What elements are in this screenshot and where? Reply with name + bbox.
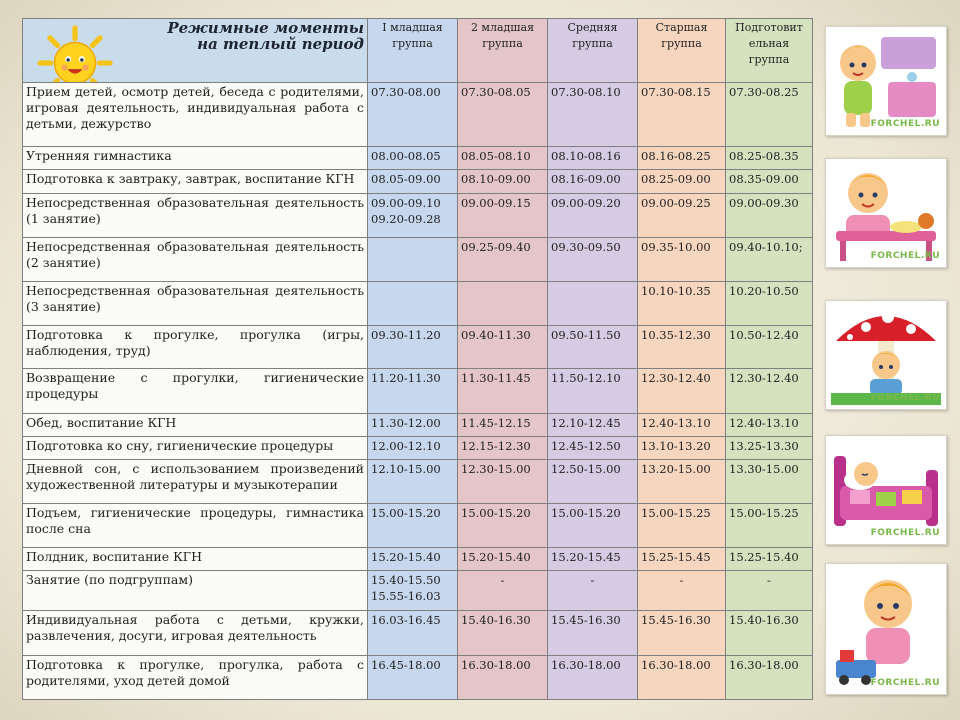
time-cell: 09.35-10.00 xyxy=(638,237,726,281)
time-cell: 09.40-10.10; xyxy=(726,237,813,281)
title-line-2: на теплый период xyxy=(197,35,364,53)
table-row xyxy=(23,170,813,193)
time-cell: 16.30-18.00 xyxy=(548,655,638,699)
time-cell: 15.40-16.30 xyxy=(458,611,548,655)
time-cell: 15.20-15.40 xyxy=(368,548,458,571)
time-cell: 09.00-09.30 xyxy=(726,193,813,237)
time-cell: - xyxy=(548,571,638,611)
activity-cell: Индивидуальная работа с детьми, кружки, развлечения, досуги, игровая деятельность xyxy=(23,611,368,655)
time-cell: 08.05-08.10 xyxy=(458,147,548,170)
table-row xyxy=(23,237,813,281)
activity-cell: Непосредственная образовательная деятельность (1 занятие) xyxy=(23,193,368,237)
schedule-body xyxy=(23,83,813,700)
time-cell: 07.30-08.25 xyxy=(726,83,813,147)
time-cell: 15.25-15.40 xyxy=(726,548,813,571)
time-cell: 12.30-12.40 xyxy=(726,369,813,413)
time-cell: 09.00-09.20 xyxy=(548,193,638,237)
group-header-5: Подготовит ельная группа xyxy=(726,19,813,83)
time-cell: 09.40-11.30 xyxy=(458,326,548,369)
time-cell: 15.40-16.30 xyxy=(726,611,813,655)
time-cell: 16.30-18.00 xyxy=(458,655,548,699)
time-cell: 07.30-08.05 xyxy=(458,83,548,147)
time-cell: 16.03-16.45 xyxy=(368,611,458,655)
time-cell: 15.25-15.45 xyxy=(638,548,726,571)
group-header-3: Средняя группа xyxy=(548,19,638,83)
table-row xyxy=(23,281,813,325)
activity-cell: Непосредственная образовательная деятельность (3 занятие) xyxy=(23,281,368,325)
illustration-mushroom xyxy=(825,300,947,410)
table-row xyxy=(23,326,813,369)
time-cell xyxy=(368,237,458,281)
time-cell: 12.45-12.50 xyxy=(548,436,638,459)
watermark-2: FORCHEL.RU xyxy=(870,251,940,261)
time-cell: 13.30-15.00 xyxy=(726,459,813,503)
time-cell: 08.25-09.00 xyxy=(638,170,726,193)
time-cell: 09.30-09.50 xyxy=(548,237,638,281)
time-cell: 13.10-13.20 xyxy=(638,436,726,459)
table-row xyxy=(23,436,813,459)
time-cell: 15.45-16.30 xyxy=(548,611,638,655)
time-cell: 07.30-08.00 xyxy=(368,83,458,147)
time-cell: 13.20-15.00 xyxy=(638,459,726,503)
table-row xyxy=(23,413,813,436)
illustration-sleeping xyxy=(825,435,947,545)
time-cell: 08.00-08.05 xyxy=(368,147,458,170)
time-cell xyxy=(368,281,458,325)
illustration-playing xyxy=(825,563,947,695)
illustration-eating xyxy=(825,158,947,268)
time-cell: 12.30-12.40 xyxy=(638,369,726,413)
time-cell: 10.20-10.50 xyxy=(726,281,813,325)
watermark-1: FORCHEL.RU xyxy=(870,119,940,129)
time-cell: 09.25-09.40 xyxy=(458,237,548,281)
time-cell: 08.35-09.00 xyxy=(726,170,813,193)
activity-cell: Обед, воспитание КГН xyxy=(23,413,368,436)
time-cell: 16.45-18.00 xyxy=(368,655,458,699)
group-header-4: Старшая группа xyxy=(638,19,726,83)
time-cell: 12.40-13.10 xyxy=(726,413,813,436)
time-cell: 10.35-12.30 xyxy=(638,326,726,369)
watermark-4: FORCHEL.RU xyxy=(870,528,940,538)
time-cell: 16.30-18.00 xyxy=(726,655,813,699)
table-row xyxy=(23,193,813,237)
activity-cell: Полдник, воспитание КГН xyxy=(23,548,368,571)
time-cell: 08.05-09.00 xyxy=(368,170,458,193)
time-cell: 12.50-15.00 xyxy=(548,459,638,503)
time-cell: 07.30-08.10 xyxy=(548,83,638,147)
time-cell: 08.16-09.00 xyxy=(548,170,638,193)
group-header-1: I младшая группа xyxy=(368,19,458,83)
time-cell: 09.00-09.15 xyxy=(458,193,548,237)
time-cell: 10.10-10.35 xyxy=(638,281,726,325)
time-cell: 15.00-15.20 xyxy=(368,503,458,547)
time-cell: - xyxy=(458,571,548,611)
time-cell: 10.50-12.40 xyxy=(726,326,813,369)
time-cell: 11.45-12.15 xyxy=(458,413,548,436)
time-cell: 15.20-15.45 xyxy=(548,548,638,571)
table-row xyxy=(23,655,813,699)
watermark-5: FORCHEL.RU xyxy=(870,678,940,688)
watermark-3: FORCHEL.RU xyxy=(870,393,940,403)
time-cell: - xyxy=(638,571,726,611)
time-cell: 09.50-11.50 xyxy=(548,326,638,369)
table-row xyxy=(23,548,813,571)
illustration-kitchen xyxy=(825,26,947,136)
time-cell: 07.30-08.15 xyxy=(638,83,726,147)
time-cell: 15.20-15.40 xyxy=(458,548,548,571)
time-cell xyxy=(548,281,638,325)
time-cell: 15.00-15.25 xyxy=(726,503,813,547)
time-cell: 12.15-12.30 xyxy=(458,436,548,459)
time-cell: 12.00-12.10 xyxy=(368,436,458,459)
table-row xyxy=(23,147,813,170)
page-title xyxy=(23,19,368,83)
time-cell: 12.10-15.00 xyxy=(368,459,458,503)
schedule-table xyxy=(22,18,813,700)
activity-cell: Подготовка к прогулке, прогулка (игры, наблюдения, труд) xyxy=(23,326,368,369)
time-cell: 15.40-15.50 15.55-16.03 xyxy=(368,571,458,611)
time-cell: 12.40-13.10 xyxy=(638,413,726,436)
time-cell: 15.45-16.30 xyxy=(638,611,726,655)
activity-cell: Подготовка к прогулке, прогулка, работа с родителями, уход детей домой xyxy=(23,655,368,699)
time-cell: 15.00-15.20 xyxy=(548,503,638,547)
time-cell: 09.00-09.25 xyxy=(638,193,726,237)
time-cell xyxy=(458,281,548,325)
time-cell: 11.30-11.45 xyxy=(458,369,548,413)
time-cell: 11.20-11.30 xyxy=(368,369,458,413)
activity-cell: Дневной сон, с использованием произведений художественной литературы и музыкотерапии xyxy=(23,459,368,503)
table-row xyxy=(23,503,813,547)
activity-cell: Занятие (по подгруппам) xyxy=(23,571,368,611)
activity-cell: Подготовка к завтраку, завтрак, воспитание КГН xyxy=(23,170,368,193)
time-cell: 11.50-12.10 xyxy=(548,369,638,413)
title-line-1: Режимные моменты xyxy=(167,19,364,37)
time-cell: 08.16-08.25 xyxy=(638,147,726,170)
table-row xyxy=(23,83,813,147)
table-row xyxy=(23,611,813,655)
activity-cell: Прием детей, осмотр детей, беседа с родителями, игровая деятельность, индивидуальная работа с детьми, дежурство xyxy=(23,83,368,147)
time-cell: 11.30-12.00 xyxy=(368,413,458,436)
time-cell: 08.25-08.35 xyxy=(726,147,813,170)
table-row xyxy=(23,571,813,611)
time-cell: 16.30-18.00 xyxy=(638,655,726,699)
activity-cell: Утренняя гимнастика xyxy=(23,147,368,170)
table-row xyxy=(23,459,813,503)
time-cell: 09.00-09.10 09.20-09.28 xyxy=(368,193,458,237)
time-cell: 15.00-15.25 xyxy=(638,503,726,547)
time-cell: 13.25-13.30 xyxy=(726,436,813,459)
time-cell: 09.30-11.20 xyxy=(368,326,458,369)
time-cell: 15.00-15.20 xyxy=(458,503,548,547)
activity-cell: Подготовка ко сну, гигиенические процедуры xyxy=(23,436,368,459)
group-header-2: 2 младшая группа xyxy=(458,19,548,83)
time-cell: 12.30-15.00 xyxy=(458,459,548,503)
header-row xyxy=(23,19,813,83)
activity-cell: Возвращение с прогулки, гигиенические процедуры xyxy=(23,369,368,413)
time-cell: 08.10-08.16 xyxy=(548,147,638,170)
activity-cell: Подъем, гигиенические процедуры, гимнастика после сна xyxy=(23,503,368,547)
activity-cell: Непосредственная образовательная деятельность (2 занятие) xyxy=(23,237,368,281)
sun-icon xyxy=(37,25,113,83)
time-cell: 08.10-09.00 xyxy=(458,170,548,193)
time-cell: - xyxy=(726,571,813,611)
table-row xyxy=(23,369,813,413)
time-cell: 12.10-12.45 xyxy=(548,413,638,436)
